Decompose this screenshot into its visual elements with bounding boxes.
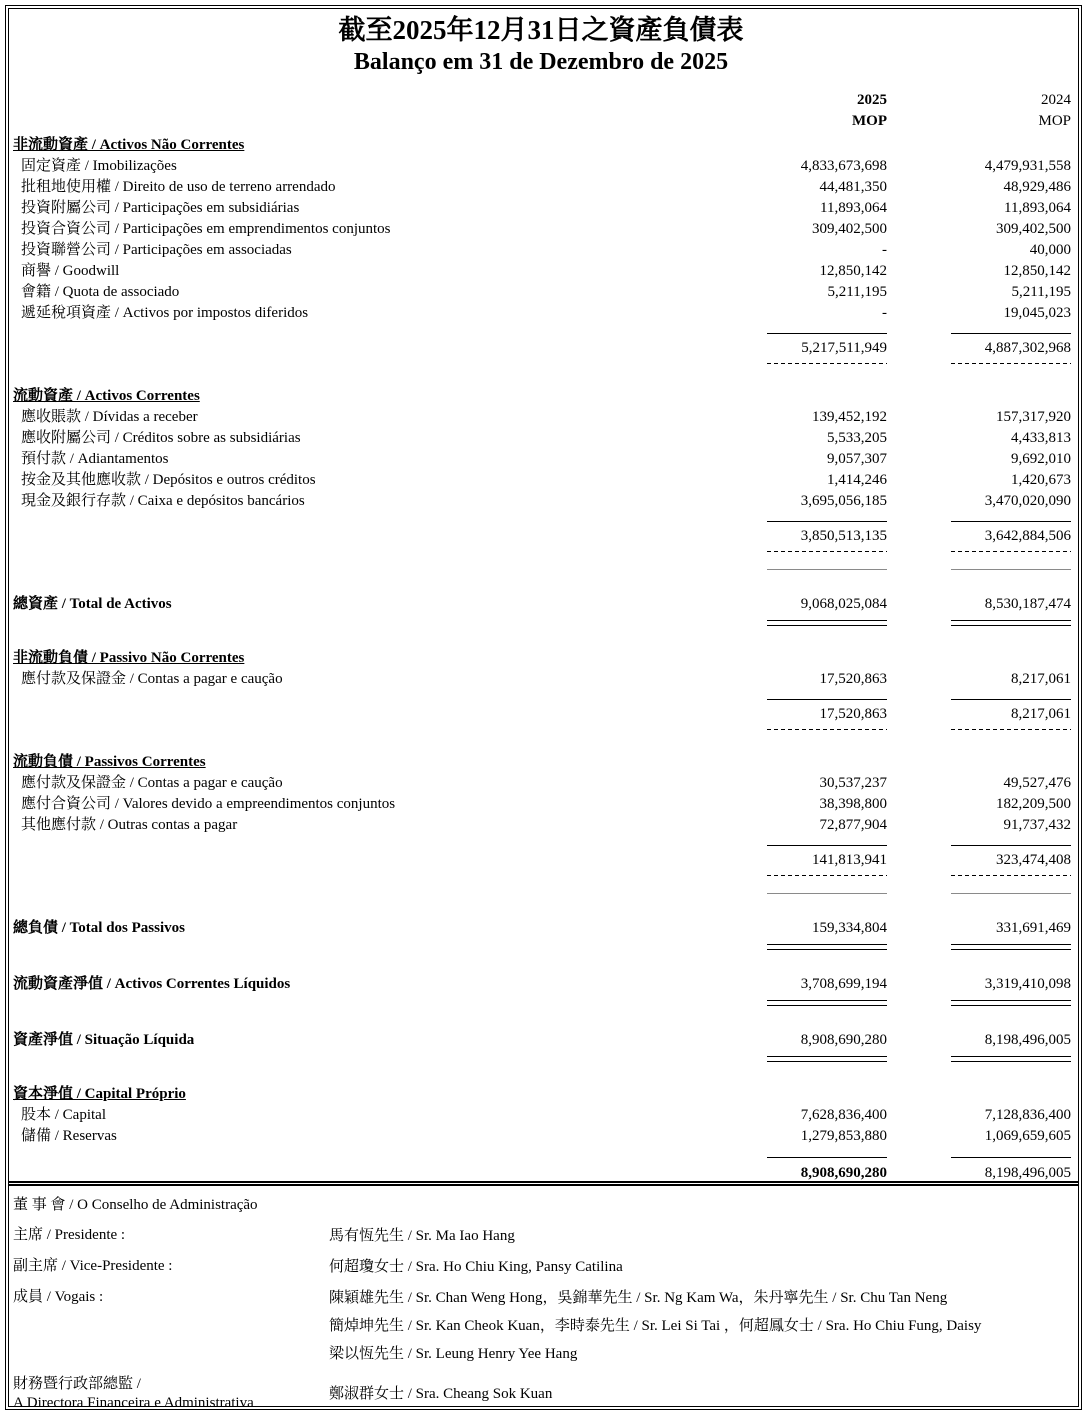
statement-row bbox=[11, 407, 1071, 428]
value-2024: 309,402,500 bbox=[996, 221, 1071, 237]
section-heading-label: 流動資產 / Activos Correntes bbox=[13, 388, 200, 404]
statement-row bbox=[11, 974, 1071, 995]
value-2024: 8,217,061 bbox=[1011, 706, 1071, 722]
statement-blocks bbox=[11, 135, 1071, 1181]
line-item bbox=[11, 407, 1071, 428]
board-entry-names bbox=[329, 1226, 1071, 1247]
section-heading-label: 流動負債 / Passivos Correntes bbox=[13, 754, 206, 770]
value-2025: 11,893,064 bbox=[820, 200, 887, 216]
total-block bbox=[11, 974, 1071, 1006]
value-2025: 12,850,142 bbox=[819, 263, 887, 279]
value-2025: 139,452,192 bbox=[812, 409, 887, 425]
line-item bbox=[11, 261, 1071, 282]
dashed-rule-2025 bbox=[767, 362, 887, 364]
value-2025: 5,217,511,949 bbox=[801, 340, 887, 356]
outer-border bbox=[5, 5, 1082, 1410]
statement-row bbox=[11, 491, 1071, 512]
double-rule-2025 bbox=[767, 1000, 887, 1006]
line-item bbox=[11, 198, 1071, 219]
double-rule-2025 bbox=[767, 944, 887, 950]
board-entry-name: 鄭淑群女士 / Sra. Cheang Sok Kuan bbox=[329, 1385, 553, 1402]
rule-row bbox=[11, 362, 1071, 364]
rule-row bbox=[11, 843, 1071, 846]
line-item bbox=[11, 156, 1071, 177]
column-header-2025: 2025 bbox=[857, 92, 887, 108]
value-2025: 38,398,800 bbox=[819, 796, 887, 812]
statement-row bbox=[11, 282, 1071, 303]
rule-row bbox=[11, 1000, 1071, 1006]
total-block bbox=[11, 1030, 1071, 1062]
value-2024: 3,642,884,506 bbox=[984, 528, 1071, 544]
value-2025: 1,414,246 bbox=[827, 472, 887, 488]
dashed-rule-2025 bbox=[767, 874, 887, 876]
solid-rule-2024 bbox=[951, 697, 1071, 700]
value-2024: 49,527,476 bbox=[1003, 775, 1071, 791]
board-entry bbox=[11, 1257, 1071, 1278]
line-item bbox=[11, 470, 1071, 491]
line-item bbox=[11, 669, 1071, 690]
value-2024: 157,317,920 bbox=[996, 409, 1071, 425]
gray-rule-2025 bbox=[767, 567, 887, 570]
value-2025: 17,520,863 bbox=[819, 671, 887, 687]
board-entry-label-line: 主席 / Presidente : bbox=[13, 1227, 126, 1243]
board-entry-names bbox=[329, 1384, 1071, 1405]
statement-row bbox=[11, 1105, 1071, 1126]
statement-row bbox=[11, 1126, 1071, 1147]
board-entries bbox=[11, 1226, 1071, 1407]
value-2025: 9,068,025,084 bbox=[800, 596, 887, 612]
board-entry-names bbox=[329, 1257, 1071, 1278]
value-2025: 141,813,941 bbox=[812, 852, 887, 868]
column-headers bbox=[11, 90, 1071, 132]
statement-row bbox=[11, 1030, 1071, 1051]
value-2024: 9,692,010 bbox=[1011, 451, 1071, 467]
dashed-rule-2024 bbox=[951, 728, 1071, 730]
value-2025: 72,877,904 bbox=[819, 817, 887, 833]
line-item bbox=[11, 794, 1071, 815]
board-entry-label-line: A Directora Financeira e Administrativa bbox=[13, 1395, 254, 1407]
subtotal-block bbox=[11, 331, 1071, 364]
line-item bbox=[11, 773, 1071, 794]
statement-row bbox=[11, 918, 1071, 939]
value-2024: 8,198,496,005 bbox=[984, 1032, 1071, 1048]
board-entry-label bbox=[11, 1375, 329, 1407]
line-item bbox=[11, 1126, 1071, 1147]
section-heading bbox=[11, 752, 1071, 773]
section-heading bbox=[11, 135, 1071, 156]
column-header-currency bbox=[11, 111, 1071, 132]
column-gap bbox=[887, 1000, 951, 1006]
statement-row bbox=[11, 773, 1071, 794]
board-entry bbox=[11, 1375, 1071, 1407]
board-entry-label bbox=[11, 1226, 329, 1245]
board-entry-label-line: 副主席 / Vice-Presidente : bbox=[13, 1258, 173, 1274]
column-gap bbox=[887, 620, 951, 626]
solid-rule-2024 bbox=[951, 1155, 1071, 1158]
total-block bbox=[11, 594, 1071, 626]
value-2024: 323,474,408 bbox=[996, 852, 1071, 868]
value-2025: 8,908,690,280 bbox=[800, 1032, 887, 1048]
solid-rule-2025 bbox=[767, 697, 887, 700]
row-label: 投資聯營公司 / Participações em associadas bbox=[21, 242, 292, 258]
solid-rule-2025 bbox=[767, 519, 887, 522]
row-label: 應付合資公司 / Valores devido a empreendimentos conjuntos bbox=[21, 796, 396, 812]
column-gap bbox=[887, 697, 951, 700]
balance-sheet-statement bbox=[9, 9, 1078, 1181]
double-rule-2024 bbox=[951, 944, 1071, 950]
column-gap bbox=[887, 944, 951, 950]
subtotal-block bbox=[11, 519, 1071, 570]
statement-row bbox=[11, 156, 1071, 177]
row-label: 其他應付款 / Outras contas a pagar bbox=[21, 817, 238, 833]
solid-rule-2025 bbox=[767, 1155, 887, 1158]
double-rule-2024 bbox=[951, 1056, 1071, 1062]
row-label: 現金及銀行存款 / Caixa e depósitos bancários bbox=[21, 493, 305, 509]
dashed-rule-2024 bbox=[951, 362, 1071, 364]
value-2024: 3,470,020,090 bbox=[984, 493, 1071, 509]
board-entry-label-line: 財務暨行政部總監 / bbox=[13, 1376, 141, 1392]
dashed-rule-2025 bbox=[767, 550, 887, 552]
board-entry-name: 簡焯坤先生 / Sr. Kan Cheok Kuan，李時泰先生 / Sr. Lei Si Tai ，何超鳳女士 / Sra. Ho Chiu Fung, Daisy bbox=[329, 1318, 982, 1334]
value-2025: 4,833,673,698 bbox=[800, 158, 887, 174]
statement-row bbox=[11, 526, 1071, 547]
value-2024: 8,530,187,474 bbox=[984, 596, 1071, 612]
subtotal-block bbox=[11, 697, 1071, 730]
line-item bbox=[11, 303, 1071, 324]
rule-row bbox=[11, 944, 1071, 950]
dashed-rule-2024 bbox=[951, 550, 1071, 552]
value-2025: 1,279,853,880 bbox=[800, 1128, 887, 1144]
solid-rule-2025 bbox=[767, 843, 887, 846]
gray-rule-2024 bbox=[951, 891, 1071, 894]
board-entry-label bbox=[11, 1257, 329, 1276]
value-2024: 40,000 bbox=[1029, 242, 1071, 258]
row-label: 應付款及保證金 / Contas a pagar e caução bbox=[21, 671, 283, 687]
statement-row bbox=[11, 338, 1071, 359]
double-rule-2024 bbox=[951, 620, 1071, 626]
row-label: 流動資產淨值 / Activos Correntes Líquidos bbox=[13, 976, 291, 992]
rule-row bbox=[11, 728, 1071, 730]
column-gap bbox=[887, 331, 951, 334]
value-2024: 12,850,142 bbox=[1003, 263, 1071, 279]
value-2024: 19,045,023 bbox=[1003, 305, 1071, 321]
column-gap bbox=[887, 728, 951, 730]
rule-row bbox=[11, 550, 1071, 552]
value-2024: 7,128,836,400 bbox=[984, 1107, 1071, 1123]
line-item bbox=[11, 428, 1071, 449]
column-gap bbox=[887, 362, 951, 364]
board-of-directors-section bbox=[9, 1181, 1078, 1406]
value-2024: 4,479,931,558 bbox=[984, 158, 1071, 174]
statement-row bbox=[11, 240, 1071, 261]
line-item bbox=[11, 177, 1071, 198]
page-title-pt: Balanço em 31 de Dezembro de 2025 bbox=[353, 49, 729, 75]
value-2024: 331,691,469 bbox=[996, 920, 1071, 936]
row-label: 投資附屬公司 / Participações em subsidiárias bbox=[21, 200, 300, 216]
value-2024: 3,319,410,098 bbox=[984, 976, 1071, 992]
column-header-2024: 2024 bbox=[1041, 92, 1071, 108]
board-entry-name: 陳穎雄先生 / Sr. Chan Weng Hong，吳錦華先生 / Sr. Ng Kam Wa，朱丹寧先生 / Sr. Chu Tan Neng bbox=[329, 1290, 948, 1306]
gray-rule-2025 bbox=[767, 891, 887, 894]
value-2025: 44,481,350 bbox=[819, 179, 887, 195]
value-2025: 309,402,500 bbox=[812, 221, 887, 237]
row-label: 總資產 / Total de Activos bbox=[13, 596, 172, 612]
column-gap bbox=[887, 519, 951, 522]
value-2025: 7,628,836,400 bbox=[800, 1107, 887, 1123]
solid-rule-2024 bbox=[951, 519, 1071, 522]
board-entry-name: 馬有恆先生 / Sr. Ma Iao Hang bbox=[329, 1228, 515, 1244]
board-entry-label bbox=[11, 1288, 329, 1307]
value-2024: 11,893,064 bbox=[1004, 200, 1071, 216]
total-block bbox=[11, 918, 1071, 950]
section-heading bbox=[11, 648, 1071, 669]
row-label: 儲備 / Reservas bbox=[21, 1128, 117, 1144]
value-2025: 30,537,237 bbox=[819, 775, 887, 791]
row-label: 商譽 / Goodwill bbox=[21, 263, 120, 279]
board-entry bbox=[11, 1288, 1071, 1365]
solid-rule-2024 bbox=[951, 843, 1071, 846]
statement-row bbox=[11, 261, 1071, 282]
rule-row bbox=[11, 331, 1071, 334]
section-heading-label: 非流動資產 / Activos Não Correntes bbox=[13, 137, 245, 153]
double-rule-2025 bbox=[767, 620, 887, 626]
section-heading-label: 非流動負債 / Passivo Não Correntes bbox=[13, 650, 245, 666]
row-label: 應收賬款 / Dívidas a receber bbox=[21, 409, 198, 425]
section-heading bbox=[11, 386, 1071, 407]
statement-row bbox=[11, 704, 1071, 725]
value-2025: 17,520,863 bbox=[819, 706, 887, 722]
value-2024: 1,420,673 bbox=[1011, 472, 1071, 488]
column-gap bbox=[887, 567, 951, 570]
currency-label-2025: MOP bbox=[852, 113, 887, 129]
double-rule-2024 bbox=[951, 1000, 1071, 1006]
column-gap bbox=[887, 1155, 951, 1158]
statement-row bbox=[11, 449, 1071, 470]
value-2024: 4,887,302,968 bbox=[984, 340, 1071, 356]
rule-row bbox=[11, 697, 1071, 700]
statement-row bbox=[11, 594, 1071, 615]
row-label: 批租地使用權 / Direito de uso de terreno arrendado bbox=[21, 179, 336, 195]
rule-row bbox=[11, 874, 1071, 876]
row-label: 固定資產 / Imobilizações bbox=[21, 158, 177, 174]
grand-total-block bbox=[11, 1155, 1071, 1181]
rule-row bbox=[11, 567, 1071, 570]
section-heading-label: 資本淨值 / Capital Próprio bbox=[13, 1086, 186, 1102]
value-2024: 4,433,813 bbox=[1011, 430, 1071, 446]
page-title-zh: 截至2025年12月31日之資產負債表 bbox=[338, 15, 744, 45]
row-label: 按金及其他應收款 / Depósitos e outros créditos bbox=[21, 472, 316, 488]
board-entry-names bbox=[329, 1288, 1071, 1365]
statement-row bbox=[11, 1163, 1071, 1181]
value-2025: - bbox=[882, 242, 887, 258]
line-item bbox=[11, 449, 1071, 470]
currency-label-2024: MOP bbox=[1038, 113, 1071, 129]
rule-row bbox=[11, 519, 1071, 522]
dashed-rule-2024 bbox=[951, 874, 1071, 876]
value-2025: 5,211,195 bbox=[827, 284, 887, 300]
rule-row bbox=[11, 1056, 1071, 1062]
statement-row bbox=[11, 428, 1071, 449]
row-label: 投資合資公司 / Participações em emprendimentos conjuntos bbox=[21, 221, 391, 237]
value-2024: 5,211,195 bbox=[1011, 284, 1071, 300]
row-label: 預付款 / Adiantamentos bbox=[21, 451, 169, 467]
board-entry-label-line: 成員 / Vogais : bbox=[13, 1289, 104, 1305]
row-label: 應付款及保證金 / Contas a pagar e caução bbox=[21, 775, 283, 791]
statement-row bbox=[11, 303, 1071, 324]
row-label: 資產淨值 / Situação Líquida bbox=[13, 1032, 195, 1048]
value-2025: 9,057,307 bbox=[827, 451, 887, 467]
statement-row bbox=[11, 850, 1071, 871]
board-title: 董 事 會 / O Conselho de Administração bbox=[13, 1197, 258, 1213]
rule-row bbox=[11, 1155, 1071, 1158]
subtotal-block bbox=[11, 843, 1071, 894]
value-2025: 159,334,804 bbox=[812, 920, 887, 936]
value-2024: 8,198,496,005 bbox=[984, 1165, 1071, 1181]
board-entry bbox=[11, 1226, 1071, 1247]
solid-rule-2024 bbox=[951, 331, 1071, 334]
value-2025: 5,533,205 bbox=[827, 430, 887, 446]
row-label: 總負債 / Total dos Passivos bbox=[13, 920, 185, 936]
row-label: 會籍 / Quota de associado bbox=[21, 284, 180, 300]
value-2024: 48,929,486 bbox=[1003, 179, 1071, 195]
column-gap bbox=[887, 891, 951, 894]
line-item bbox=[11, 240, 1071, 261]
row-label: 應收附屬公司 / Créditos sobre as subsidiárias bbox=[21, 430, 301, 446]
board-entry-name: 梁以恆先生 / Sr. Leung Henry Yee Hang bbox=[329, 1346, 578, 1362]
value-2024: 91,737,432 bbox=[1003, 817, 1071, 833]
gray-rule-2024 bbox=[951, 567, 1071, 570]
board-entry-name: 何超瓊女士 / Sra. Ho Chiu King, Pansy Catilina bbox=[329, 1259, 623, 1275]
solid-rule-2025 bbox=[767, 331, 887, 334]
line-item bbox=[11, 282, 1071, 303]
inner-border bbox=[8, 8, 1079, 1407]
value-2024: 182,209,500 bbox=[996, 796, 1071, 812]
value-2025: 3,708,699,194 bbox=[800, 976, 887, 992]
column-gap bbox=[887, 843, 951, 846]
section-heading bbox=[11, 1084, 1071, 1105]
statement-row bbox=[11, 470, 1071, 491]
statement-row bbox=[11, 198, 1071, 219]
statement-row bbox=[11, 219, 1071, 240]
value-2025: 3,850,513,135 bbox=[800, 528, 887, 544]
value-2025: 8,908,690,280 bbox=[800, 1165, 887, 1181]
double-rule-2025 bbox=[767, 1056, 887, 1062]
line-item bbox=[11, 491, 1071, 512]
column-gap bbox=[887, 550, 951, 552]
statement-row bbox=[11, 669, 1071, 690]
line-item bbox=[11, 219, 1071, 240]
statement-row bbox=[11, 794, 1071, 815]
value-2025: 3,695,056,185 bbox=[800, 493, 887, 509]
value-2025: - bbox=[882, 305, 887, 321]
row-label: 遞延稅項資產 / Activos por impostos diferidos bbox=[21, 305, 309, 321]
value-2024: 8,217,061 bbox=[1011, 671, 1071, 687]
row-label: 股本 / Capital bbox=[21, 1107, 106, 1123]
line-item bbox=[11, 1105, 1071, 1126]
rule-row bbox=[11, 620, 1071, 626]
line-item bbox=[11, 815, 1071, 836]
statement-row bbox=[11, 815, 1071, 836]
dashed-rule-2025 bbox=[767, 728, 887, 730]
value-2024: 1,069,659,605 bbox=[984, 1128, 1071, 1144]
column-header-years bbox=[11, 90, 1071, 111]
statement-row bbox=[11, 177, 1071, 198]
rule-row bbox=[11, 891, 1071, 894]
column-gap bbox=[887, 874, 951, 876]
column-gap bbox=[887, 1056, 951, 1062]
